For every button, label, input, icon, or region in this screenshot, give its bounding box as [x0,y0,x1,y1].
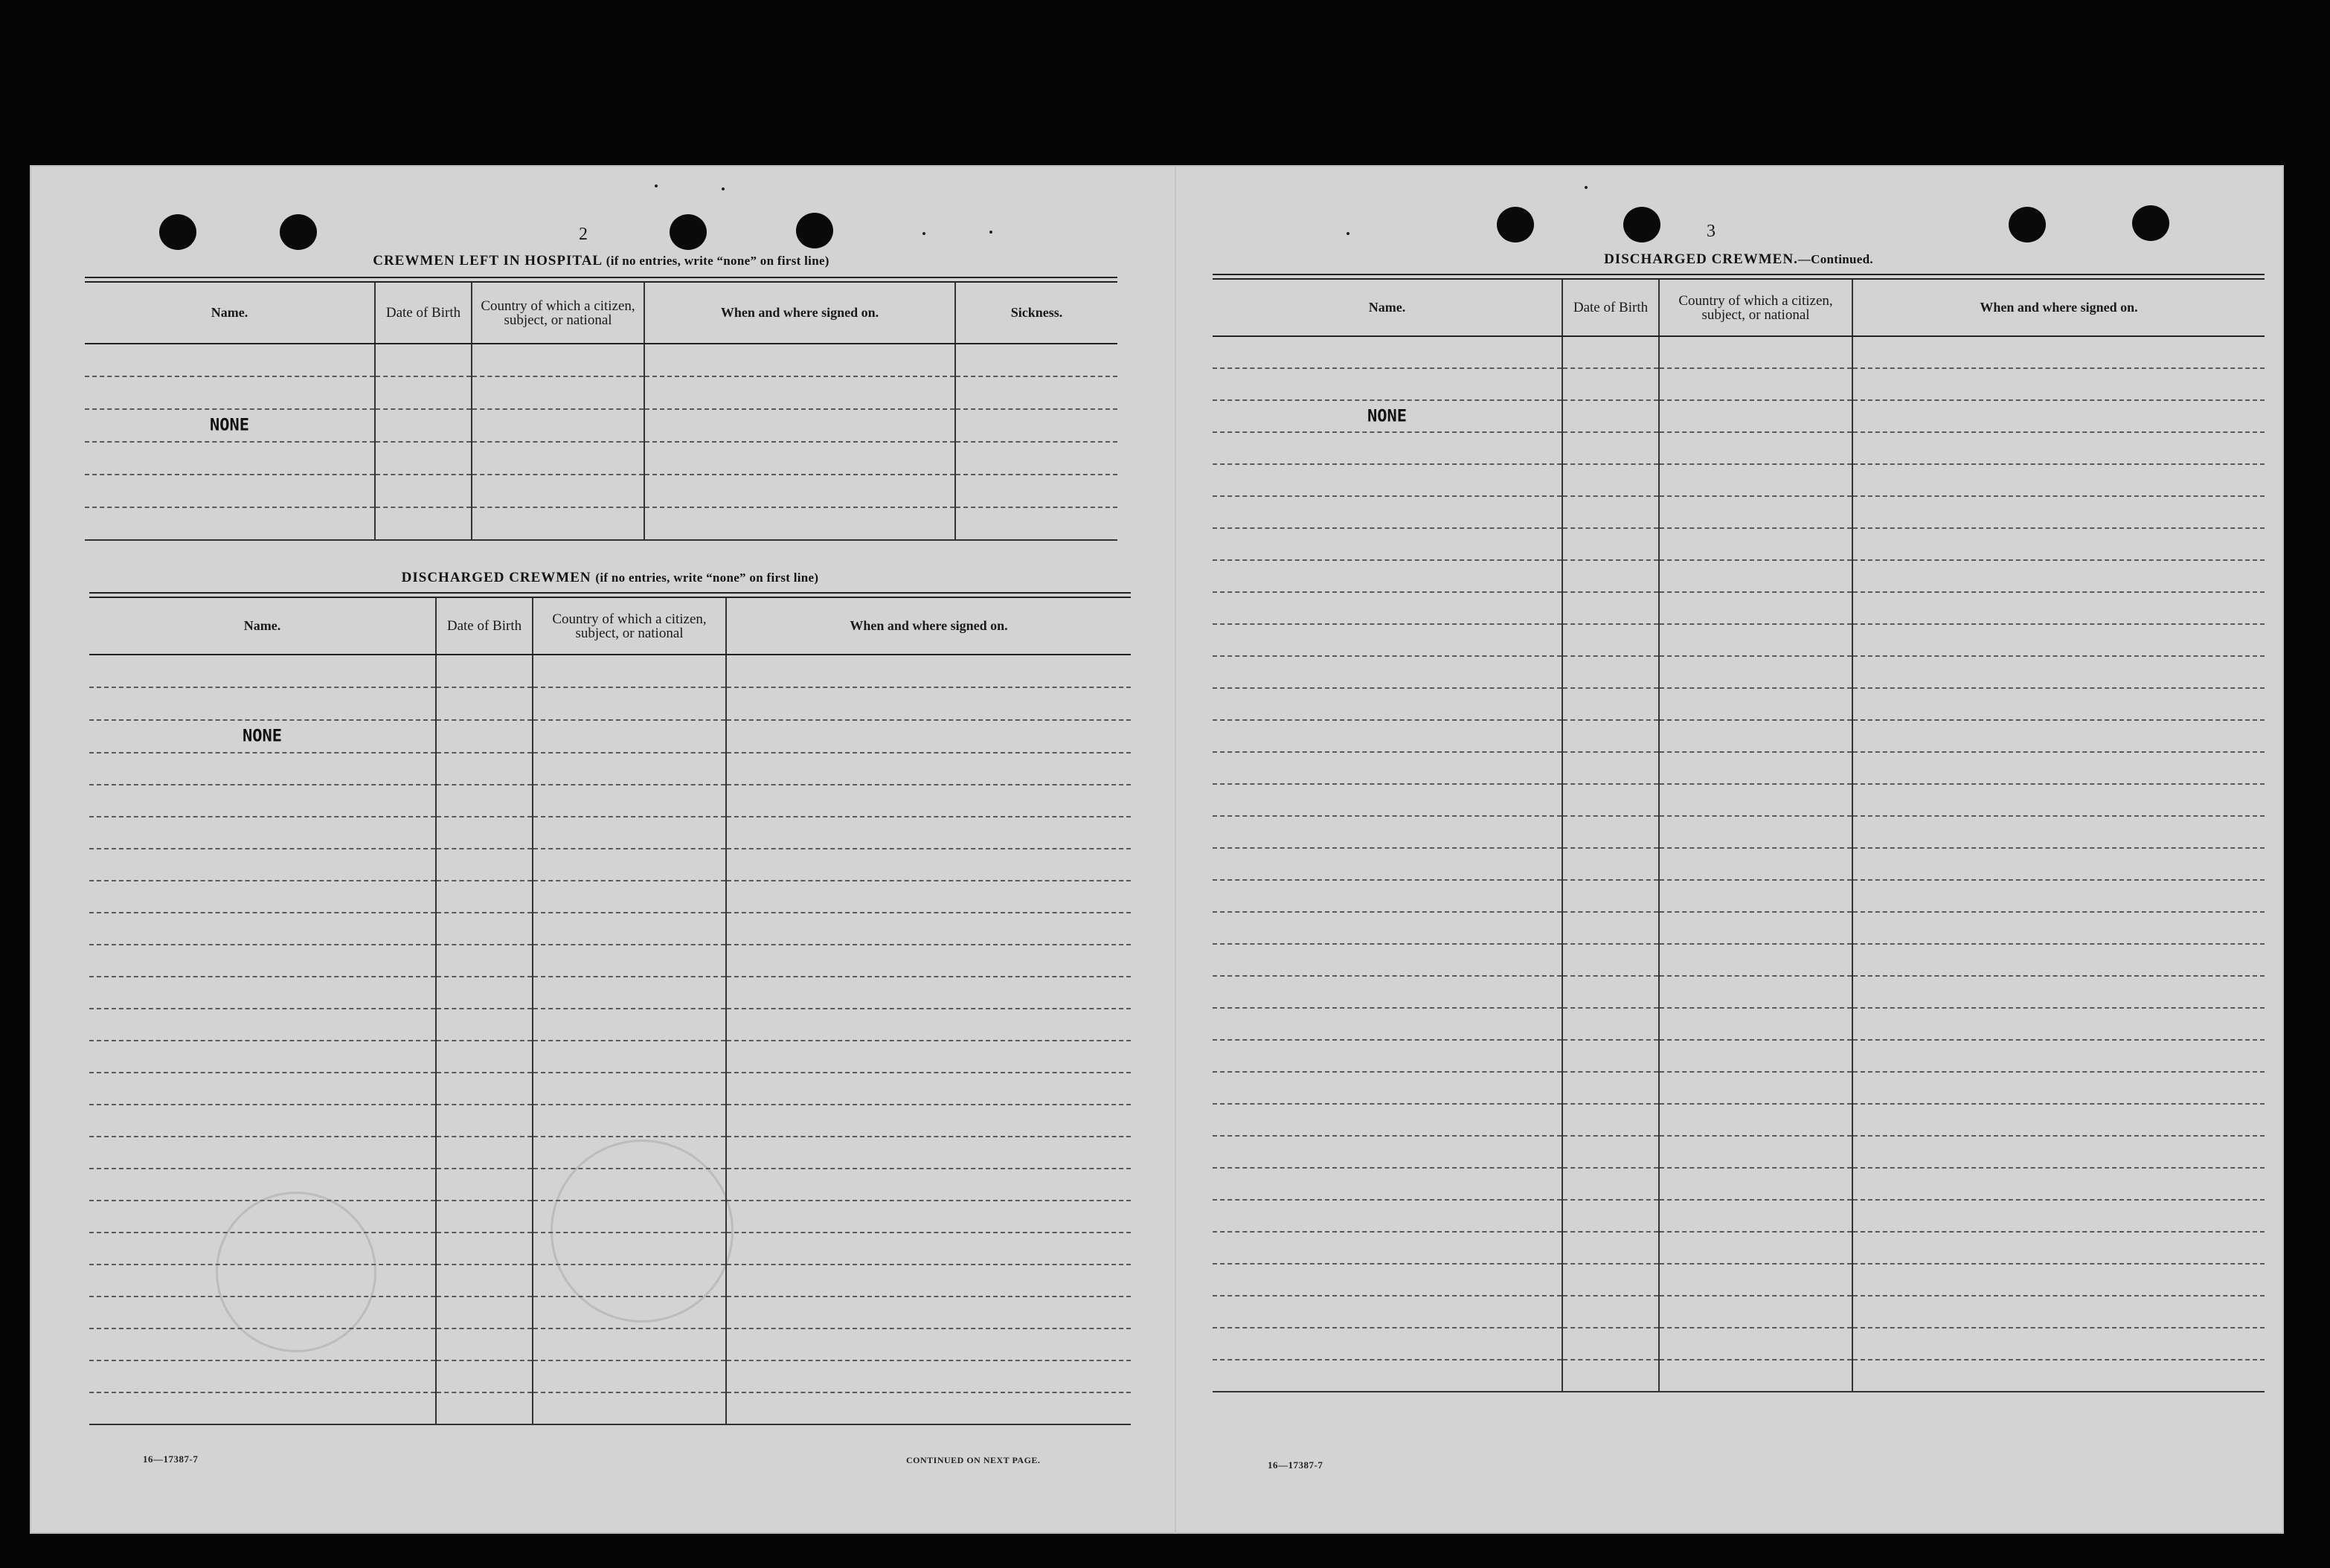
col-header-signed-on: When and where signed on. [1852,280,2265,336]
discharged-title [89,570,1131,586]
table-row [1213,592,2265,624]
table-row [1213,944,2265,976]
table-row [89,1328,1131,1360]
punch-hole [280,214,317,250]
table-row [85,507,1117,540]
table-row [1213,1328,2265,1360]
table-row [1213,816,2265,848]
col-header-date-of-birth: Date of Birth [436,598,533,655]
table-row [1213,1360,2265,1392]
table-row [1213,496,2265,528]
form-number-left: 16—17387-7 [143,1453,199,1465]
col-header-country: Country of which a citizen, subject, or national [1659,280,1852,336]
table-row [1213,432,2265,464]
discharged-continued-table [1213,280,2265,1392]
discharged-continued-section [1213,251,2265,1486]
punch-hole [2009,207,2046,242]
table-row [1213,912,2265,944]
table-row [89,881,1131,913]
discharged-none-entry: NONE [243,727,282,746]
discharged-continued-title-main: DISCHARGED CREWMEN. [1604,251,1798,267]
hospital-top-rule [85,277,1117,278]
hospital-table [85,283,1117,541]
hospital-title-instruction: (if no entries, write “none” on first line) [606,254,829,268]
discharged-section [89,570,1131,1507]
hospital-none-entry: NONE [210,416,249,435]
table-row [89,1105,1131,1137]
table-row [89,1009,1131,1041]
table-row [89,945,1131,977]
table-row [1213,560,2265,592]
page-number-left: 2 [579,225,588,244]
table-row [85,475,1117,507]
col-header-date-of-birth: Date of Birth [375,283,472,344]
table-row [85,442,1117,475]
table-row [89,1041,1131,1073]
continued-note: CONTINUED ON NEXT PAGE. [906,1455,1041,1465]
discharged-table [89,598,1131,1425]
table-row [1213,976,2265,1008]
table-row [85,344,1117,376]
table-row [1213,1040,2265,1072]
table-row [1213,880,2265,912]
table-row [1213,1232,2265,1264]
discharged-title-instruction: (if no entries, write “none” on first line) [595,571,819,585]
table-row [1213,624,2265,656]
table-row [89,785,1131,817]
table-row [89,687,1131,720]
table-row [89,1360,1131,1392]
table-row [1213,752,2265,784]
table-row [85,376,1117,409]
punch-hole [1497,207,1534,242]
table-row [1213,784,2265,816]
table-row [89,849,1131,881]
col-header-country: Country of which a citizen, subject, or national [472,283,644,344]
table-row [1213,464,2265,496]
table-row [1213,848,2265,880]
table-row [1213,1104,2265,1136]
col-header-name: Name. [85,283,375,344]
speck [1585,186,1588,189]
table-row [1213,368,2265,400]
table-row [1213,1296,2265,1328]
table-row [1213,1136,2265,1168]
table-row [89,1392,1131,1424]
page-fold [1175,165,1176,1534]
table-row [89,1137,1131,1169]
col-header-name: Name. [89,598,436,655]
table-row [89,817,1131,849]
col-header-signed-on: When and where signed on. [726,598,1131,655]
table-row [89,1201,1131,1233]
table-row [1213,1168,2265,1200]
col-header-sickness: Sickness. [955,283,1117,344]
table-row [89,1297,1131,1328]
hospital-title-main: CREWMEN LEFT IN HOSPITAL [373,253,603,269]
punch-hole [159,214,196,250]
col-header-name: Name. [1213,280,1562,336]
col-header-signed-on: When and where signed on. [644,283,955,344]
col-header-country: Country of which a citizen, subject, or national [533,598,726,655]
table-row [89,1073,1131,1105]
table-row [89,1169,1131,1201]
discharged-continued-top-rule [1213,274,2265,275]
table-row [1213,720,2265,752]
page-number-right: 3 [1707,222,1716,241]
speck [722,187,725,190]
table-row [1213,1008,2265,1040]
discharged-continued-none-entry: NONE [1367,407,1407,425]
table-row [89,1265,1131,1297]
discharged-continued-title [1213,251,2265,268]
speck [655,184,658,187]
table-row [1213,400,2265,432]
table-row [1213,1072,2265,1104]
speck [1347,232,1349,235]
hospital-title [85,253,1117,269]
table-row [1213,1264,2265,1296]
table-row [89,753,1131,785]
punch-hole [2132,205,2169,241]
form-sheet [30,165,2284,1534]
table-row [85,409,1117,442]
table-row [89,1233,1131,1265]
table-row [1213,528,2265,560]
table-row [89,720,1131,753]
col-header-date-of-birth: Date of Birth [1562,280,1659,336]
discharged-continued-title-suffix: —Continued. [1797,252,1873,266]
discharged-title-main: DISCHARGED CREWMEN [401,570,591,585]
punch-hole [1623,207,1660,242]
discharged-top-rule [89,592,1131,594]
table-row [1213,656,2265,688]
table-row [89,977,1131,1009]
speck [922,232,925,235]
punch-hole [670,214,707,250]
speck [989,231,992,234]
table-row [1213,688,2265,720]
punch-hole [796,213,833,248]
table-row [1213,336,2265,368]
table-row [89,913,1131,945]
table-row [1213,1200,2265,1232]
table-row [89,655,1131,687]
form-number-right: 16—17387-7 [1268,1459,1323,1471]
